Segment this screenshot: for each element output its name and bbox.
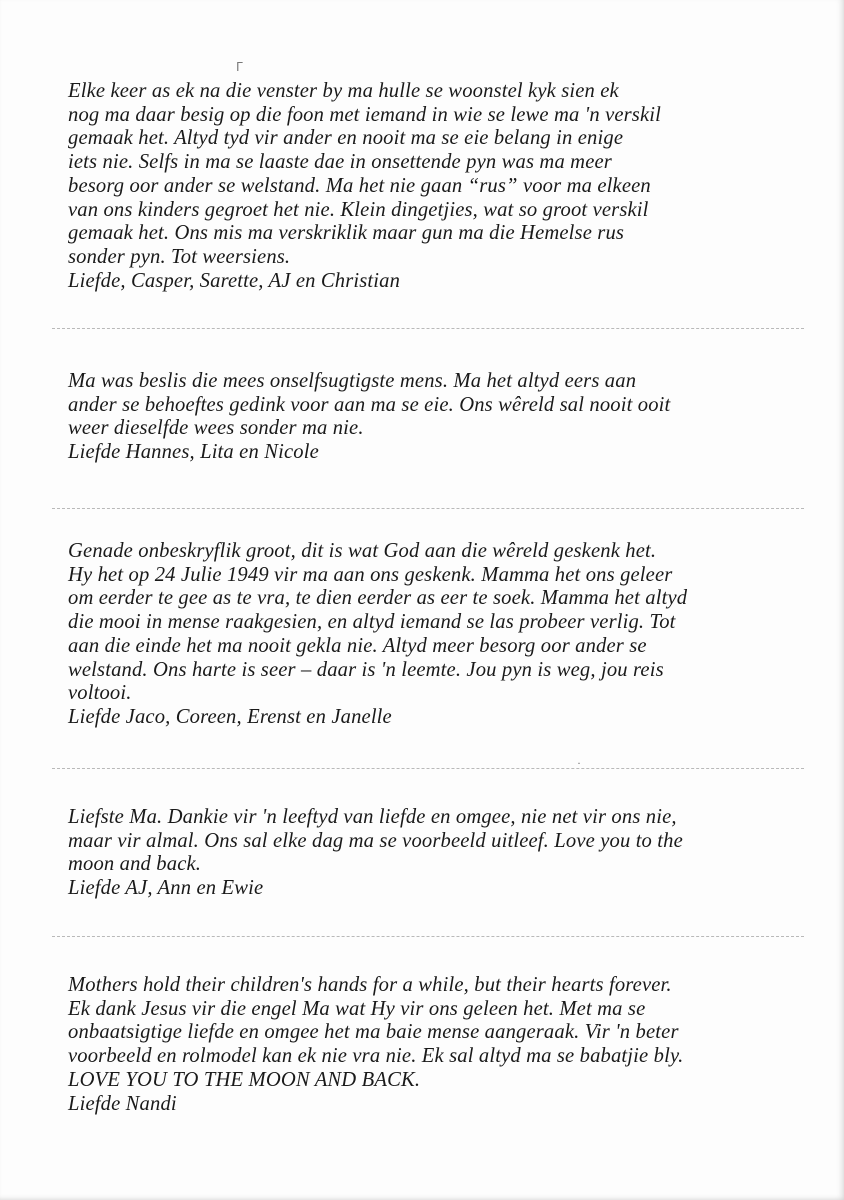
message-line: welstand. Ons harte is seer – daar is 'n leemte. Jou pyn is weg, jou reis [68,658,664,681]
message-line: LOVE YOU TO THE MOON AND BACK. [68,1068,421,1091]
message-line: moon and back. [68,853,202,876]
message-signature: Liefde Jaco, Coreen, Erenst en Janelle [68,705,392,728]
message-line: Genade onbeskryflik groot, dit is wat God aan die wêreld geskenk het. [68,540,657,562]
section-divider [52,508,804,509]
message-line: weer dieselfde wees sonder ma nie. [68,417,364,440]
message-signature: Liefde, Casper, Sarette, AJ en Christian [68,269,401,292]
message-line: gemaak het. Altyd tyd vir ander en nooit ma se eie belang in enige [68,127,624,150]
message-line: onbaatsigtige liefde en omgee het ma baie mense aangeraak. Vir 'n beter [68,1021,679,1044]
section-divider [52,328,804,329]
message-line: besorg oor ander se welstand. Ma het nie gaan “rus” voor ma elkeen [68,174,651,197]
message-line: om eerder te gee as te vra, te dien eerder as eer te soek. Mamma het altyd [68,587,688,610]
message-signature: Liefde Hannes, Lita en Nicole [68,441,319,464]
tribute-message-3 [68,540,808,730]
tribute-message-1 [68,80,808,293]
tribute-message-2 [68,370,808,465]
message-signature: Liefde AJ, Ann en Ewie [68,877,264,900]
message-line: gemaak het. Ons mis ma verskriklik maar gun ma die Hemelse rus [68,222,625,245]
message-line: Ma was beslis die mees onselfsugtigste mens. Ma het altyd eers aan [68,370,637,392]
message-line: Hy het op 24 Julie 1949 vir ma aan ons geskenk. Mamma het ons geleer [68,563,673,586]
section-divider [52,936,804,937]
message-line: van ons kinders gegroet het nie. Klein dingetjies, wat so groot verskil [68,198,649,221]
message-line: Elke keer as ek na die venster by ma hulle se woonstel kyk sien ek [68,80,619,102]
message-line: iets nie. Selfs in ma se laaste dae in onsettende pyn was ma meer [68,151,612,174]
message-line: voltooi. [68,682,132,705]
message-signature: Liefde Nandi [68,1092,177,1115]
scan-speck: ᒥ [236,60,243,74]
message-line: Ek dank Jesus vir die engel Ma wat Hy vir ons geleen het. Met ma se [68,997,646,1020]
tribute-message-4 [68,806,808,901]
message-line: nog ma daar besig op die foon met iemand in wie se lewe ma 'n verskil [68,103,662,126]
message-line: maar vir almal. Ons sal elke dag ma se voorbeeld uitleef. Love you to the [68,829,683,852]
tribute-message-5 [68,974,808,1116]
scan-speck: · [577,756,581,770]
message-line: ander se behoeftes gedink voor aan ma se eie. Ons wêreld sal nooit ooit [68,393,671,416]
message-line: aan die einde het ma nooit gekla nie. Altyd meer besorg oor ander se [68,634,647,657]
message-line: die mooi in mense raakgesien, en altyd iemand se las probeer verlig. Tot [68,611,676,634]
section-divider [52,768,804,769]
message-line: sonder pyn. Tot weersiens. [68,245,291,268]
message-line: Liefste Ma. Dankie vir 'n leeftyd van liefde en omgee, nie net vir ons nie, [68,806,677,828]
message-line: voorbeeld en rolmodel kan ek nie vra nie. Ek sal altyd ma se babatjie bly. [68,1045,684,1068]
message-line: Mothers hold their children's hands for a while, but their hearts forever. [68,974,672,996]
